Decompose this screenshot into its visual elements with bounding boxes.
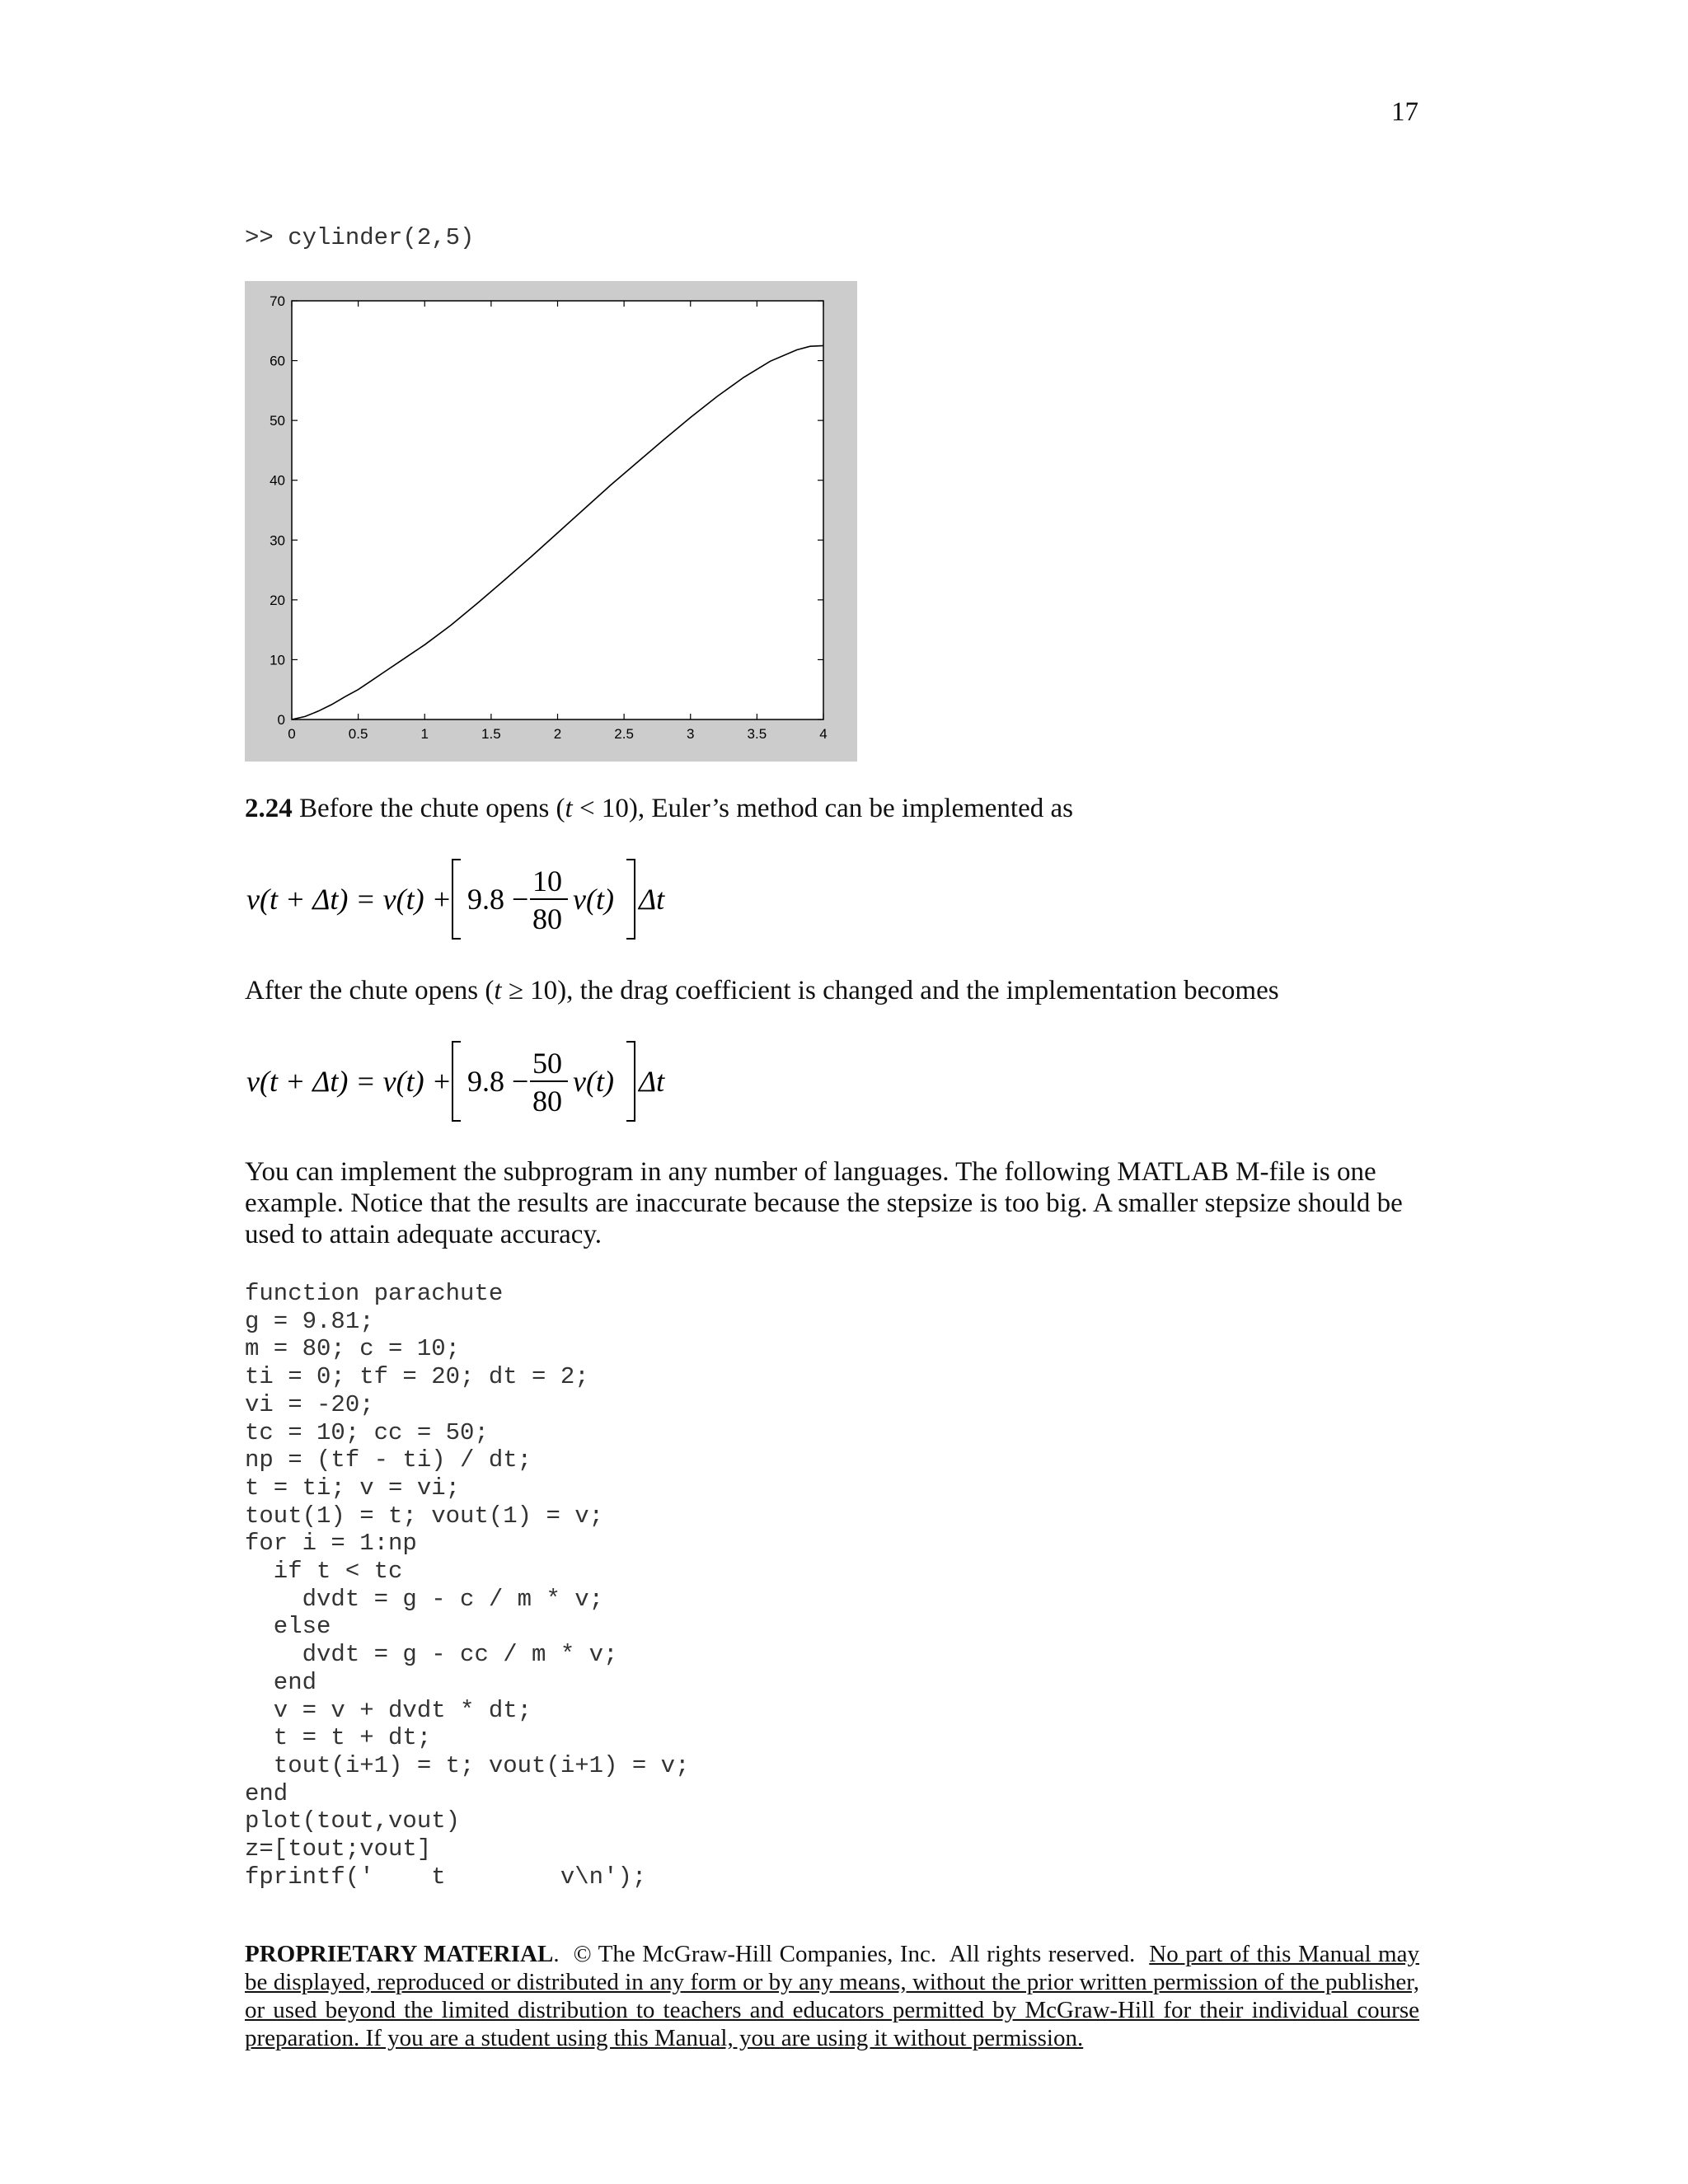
x-tick-label: 2.5 (614, 726, 634, 742)
eq2-const: 9.8 − (467, 1065, 529, 1098)
eq2-lhs: v(t + Δt) = v(t) + (246, 1065, 452, 1098)
y-tick-label: 20 (270, 592, 285, 608)
x-tick-label: 4 (819, 726, 828, 742)
x-tick-label: 1 (420, 726, 429, 742)
para2-var: t (494, 976, 502, 1005)
y-tick-label: 60 (270, 353, 285, 369)
eq1-denominator: 80 (532, 902, 562, 935)
matlab-code-listing: function parachute g = 9.81; m = 80; c = 10; ti = 0; tf = 20; dt = 2; vi = -20; tc = 10; cc = 50; np = (tf - ti) / dt; t = ti; v = vi; tout(1) = t; vout(1) = v; for i = 1:np if t < tc dvdt = g - c / m * v; else dvdt = g - cc / m * v; end v = v + dvdt * dt; t = t + dt; tout(i+1) = t; vout(i+1) = v; end plot(tout,vout) z=[tout;vout] fprintf(' t v\n'); (245, 1280, 690, 1891)
x-tick-label: 3.5 (747, 726, 767, 742)
x-tick-label: 2 (553, 726, 562, 742)
eq1-dt: Δt (639, 883, 665, 916)
eq2-left-bracket (452, 1042, 461, 1121)
eq2-dt: Δt (639, 1065, 665, 1098)
page-number: 17 (1391, 97, 1418, 127)
y-tick-label: 10 (270, 652, 285, 668)
plot-area (292, 301, 823, 719)
para2-text-a: After the chute opens ( (245, 976, 495, 1005)
footer-plain: . © The McGraw-Hill Companies, Inc. All rights reserved. (553, 1941, 1150, 1967)
eq2-vt: v(t) (573, 1065, 614, 1098)
para1-text-b: < 10), Euler’s method can be implemented as (572, 794, 1073, 823)
eq1-numerator: 10 (532, 865, 562, 898)
x-tick-label: 1.5 (481, 726, 501, 742)
paragraph-after-chute (245, 975, 1423, 1006)
y-tick-label: 0 (277, 712, 285, 728)
eq2-right-bracket (626, 1042, 635, 1121)
plot-figure (245, 281, 857, 762)
para2-text-b: ≥ 10), the drag coefficient is changed and the implementation becomes (501, 976, 1279, 1005)
x-tick-label: 0 (288, 726, 296, 742)
eq1-right-bracket (626, 860, 635, 939)
equation-after-chute (245, 1035, 739, 1126)
y-tick-label: 50 (270, 413, 285, 429)
x-tick-label: 0.5 (348, 726, 368, 742)
footer-bold: PROPRIETARY MATERIAL (245, 1941, 554, 1967)
eq2-denominator: 80 (532, 1085, 562, 1118)
problem-number: 2.24 (245, 794, 293, 823)
line-plot (245, 281, 857, 762)
equation-before-chute (245, 853, 739, 944)
y-tick-label: 70 (270, 293, 285, 309)
eq1-left-bracket (452, 860, 461, 939)
para1-var: t (565, 794, 573, 823)
eq1-vt: v(t) (573, 883, 614, 916)
copyright-footer (245, 1940, 1419, 2052)
footer-underlined: No part of this Manual may be displayed, reproduced or distributed in any form or by any means, without the prior written permission of the publisher, or used beyond the limited distribution to teachers and educators permitted by McGraw-Hill for their individual course preparation. If you are a student using this Manual, you are using it without permission. (245, 1941, 1419, 2051)
eq2-numerator: 50 (532, 1047, 562, 1080)
y-tick-label: 40 (270, 472, 285, 489)
y-tick-label: 30 (270, 532, 285, 549)
command-line: >> cylinder(2,5) (245, 224, 475, 251)
eq1-lhs: v(t + Δt) = v(t) + (246, 883, 452, 916)
paragraph-2-24 (245, 793, 1423, 824)
paragraph-matlab-intro: You can implement the subprogram in any number of languages. The following MATLAB M-file is one example. Notice that the results are inaccurate because the stepsize is too big. A smaller stepsize should be used to attain adequate accuracy. (245, 1157, 1403, 1249)
para1-text-a: Before the chute opens ( (292, 794, 565, 823)
x-tick-label: 3 (687, 726, 695, 742)
eq1-const: 9.8 − (467, 883, 529, 916)
